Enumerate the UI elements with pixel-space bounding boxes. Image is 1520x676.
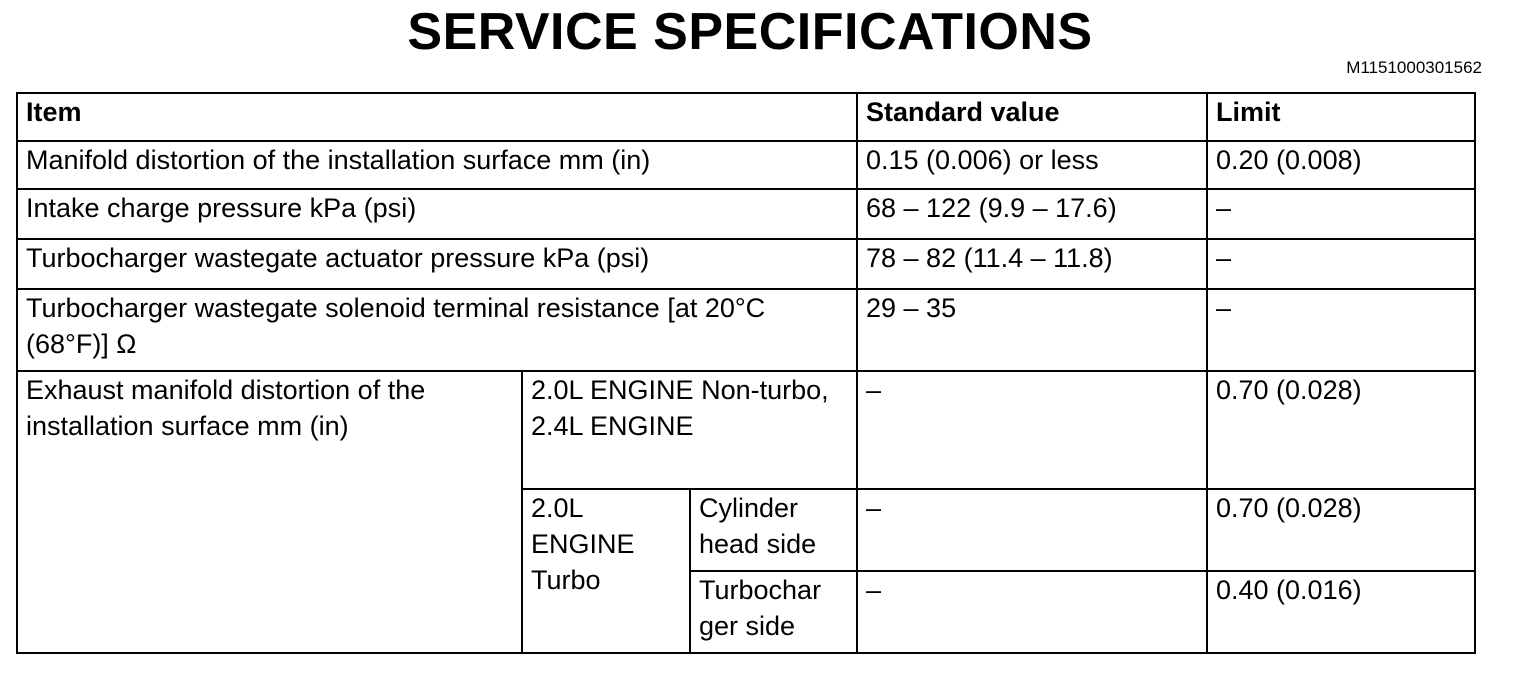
cylinder-head-limit: 0.70 (0.028)	[1207, 489, 1475, 571]
cylinder-head-side: Cylinder head side	[690, 489, 857, 571]
cylinder-head-standard-value: –	[857, 489, 1207, 571]
nonturbo-engine: 2.0L ENGINE Non-turbo, 2.4L ENGINE	[522, 371, 857, 489]
turbocharger-side: Turbochar ger side	[690, 571, 857, 653]
page-title: SERVICE SPECIFICATIONS	[407, 3, 1093, 61]
turbocharger-limit: 0.40 (0.016)	[1207, 571, 1475, 653]
table-row	[17, 371, 1475, 489]
header-item: Item	[17, 93, 857, 141]
nonturbo-limit: 0.70 (0.028)	[1207, 371, 1475, 489]
row-limit: –	[1207, 189, 1475, 239]
row-limit: –	[1207, 239, 1475, 289]
row-item: Intake charge pressure kPa (psi)	[17, 189, 857, 239]
row-item: Turbocharger wastegate actuator pressure kPa (psi)	[17, 239, 857, 289]
specifications-table	[16, 92, 1476, 654]
row-item: Turbocharger wastegate solenoid terminal resistance [at 20°C (68°F)] Ω	[17, 289, 857, 371]
header-limit: Limit	[1207, 93, 1475, 141]
table-row	[17, 239, 1475, 289]
row-standard-value: 78 – 82 (11.4 – 11.8)	[857, 239, 1207, 289]
row-standard-value: 68 – 122 (9.9 – 17.6)	[857, 189, 1207, 239]
nonturbo-standard-value: –	[857, 371, 1207, 489]
row-limit: –	[1207, 289, 1475, 371]
header-standard-value: Standard value	[857, 93, 1207, 141]
table-row	[17, 141, 1475, 189]
row-standard-value: 0.15 (0.006) or less	[857, 141, 1207, 189]
table-header-row	[17, 93, 1475, 141]
exhaust-item: Exhaust manifold distortion of the installation surface mm (in)	[17, 371, 522, 653]
table-row	[17, 189, 1475, 239]
turbocharger-standard-value: –	[857, 571, 1207, 653]
table-row	[17, 289, 1475, 371]
row-item: Manifold distortion of the installation surface mm (in)	[17, 141, 857, 189]
row-standard-value: 29 – 35	[857, 289, 1207, 371]
document-code: M1151000301562	[1346, 58, 1482, 77]
row-limit: 0.20 (0.008)	[1207, 141, 1475, 189]
turbo-engine: 2.0L ENGINE Turbo	[522, 489, 690, 653]
